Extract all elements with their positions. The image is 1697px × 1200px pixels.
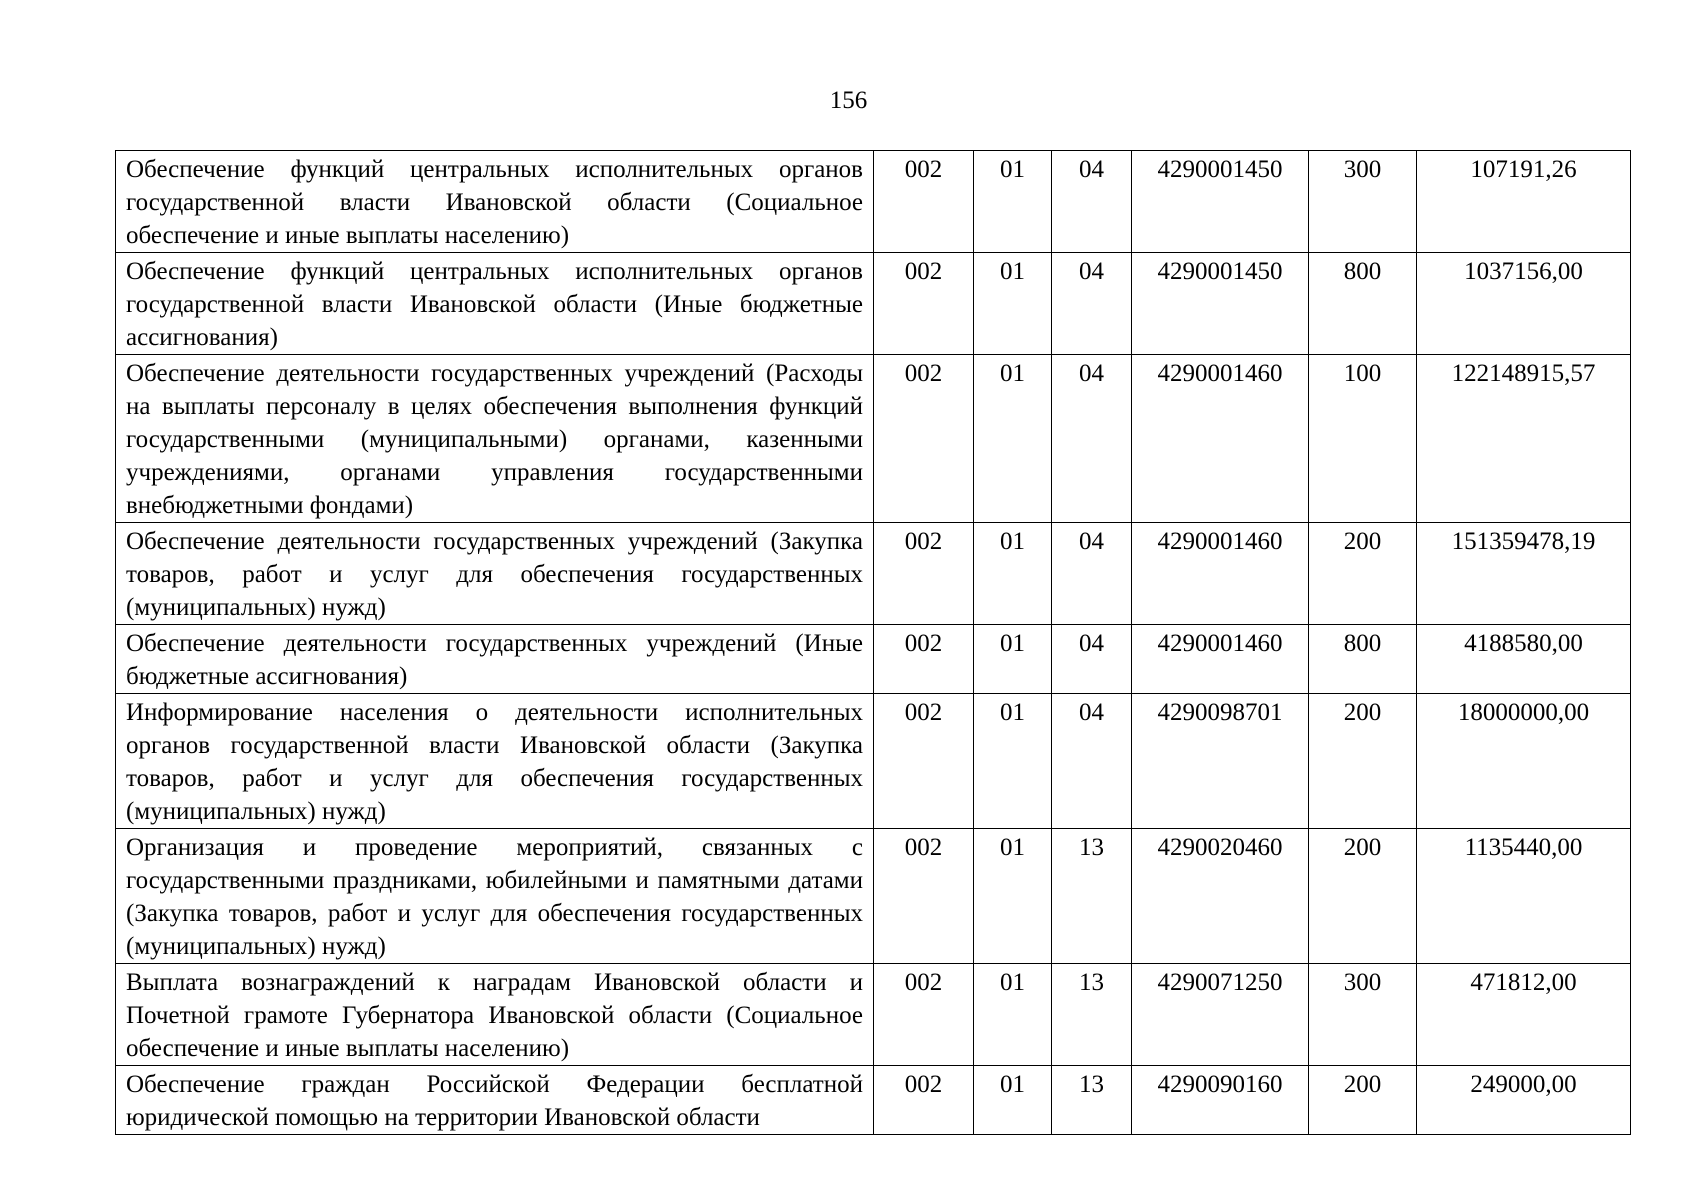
amount-cell: 122148915,57 [1417, 355, 1631, 523]
rz-code-cell: 01 [974, 829, 1052, 964]
pr-code-cell: 04 [1052, 253, 1132, 355]
vr-code-cell: 200 [1309, 694, 1417, 829]
gr-code-cell: 002 [874, 523, 974, 625]
table-row [116, 253, 1631, 355]
description-cell: Организация и проведение мероприятий, связанных с государственными праздниками, юбилейными и памятными датами (Закупка товаров, работ и услуг для обеспечения государственных (муниципальных) нужд) [116, 829, 874, 964]
gr-code-cell: 002 [874, 151, 974, 253]
description-cell: Обеспечение деятельности государственных учреждений (Закупка товаров, работ и услуг для обеспечения государственных (муниципальных) нужд) [116, 523, 874, 625]
table-body [116, 151, 1631, 1135]
description-cell: Выплата вознаграждений к наградам Ивановской области и Почетной грамоте Губернатора Ивановской области (Социальное обеспечение и иные выплаты населению) [116, 964, 874, 1066]
csr-code-cell: 4290020460 [1132, 829, 1309, 964]
vr-code-cell: 300 [1309, 964, 1417, 1066]
gr-code-cell: 002 [874, 253, 974, 355]
csr-code-cell: 4290001450 [1132, 151, 1309, 253]
csr-code-cell: 4290001460 [1132, 355, 1309, 523]
amount-cell: 18000000,00 [1417, 694, 1631, 829]
vr-code-cell: 800 [1309, 253, 1417, 355]
csr-code-cell: 4290071250 [1132, 964, 1309, 1066]
table-row [116, 625, 1631, 694]
gr-code-cell: 002 [874, 1066, 974, 1135]
gr-code-cell: 002 [874, 829, 974, 964]
amount-cell: 1135440,00 [1417, 829, 1631, 964]
table-row [116, 523, 1631, 625]
table-row [116, 151, 1631, 253]
rz-code-cell: 01 [974, 694, 1052, 829]
page-number: 156 [829, 87, 868, 114]
pr-code-cell: 04 [1052, 355, 1132, 523]
vr-code-cell: 300 [1309, 151, 1417, 253]
description-cell: Обеспечение функций центральных исполнительных органов государственной власти Ивановской области (Социальное обеспечение и иные выплаты населению) [116, 151, 874, 253]
rz-code-cell: 01 [974, 253, 1052, 355]
csr-code-cell: 4290098701 [1132, 694, 1309, 829]
rz-code-cell: 01 [974, 151, 1052, 253]
rz-code-cell: 01 [974, 625, 1052, 694]
rz-code-cell: 01 [974, 964, 1052, 1066]
gr-code-cell: 002 [874, 694, 974, 829]
amount-cell: 1037156,00 [1417, 253, 1631, 355]
vr-code-cell: 200 [1309, 1066, 1417, 1135]
amount-cell: 249000,00 [1417, 1066, 1631, 1135]
description-cell: Обеспечение граждан Российской Федерации бесплатной юридической помощью на территории Ивановской области [116, 1066, 874, 1135]
pr-code-cell: 04 [1052, 694, 1132, 829]
csr-code-cell: 4290090160 [1132, 1066, 1309, 1135]
vr-code-cell: 200 [1309, 829, 1417, 964]
gr-code-cell: 002 [874, 625, 974, 694]
csr-code-cell: 4290001460 [1132, 625, 1309, 694]
gr-code-cell: 002 [874, 964, 974, 1066]
gr-code-cell: 002 [874, 355, 974, 523]
table-row [116, 964, 1631, 1066]
amount-cell: 151359478,19 [1417, 523, 1631, 625]
rz-code-cell: 01 [974, 1066, 1052, 1135]
rz-code-cell: 01 [974, 523, 1052, 625]
pr-code-cell: 13 [1052, 829, 1132, 964]
csr-code-cell: 4290001460 [1132, 523, 1309, 625]
rz-code-cell: 01 [974, 355, 1052, 523]
pr-code-cell: 04 [1052, 523, 1132, 625]
csr-code-cell: 4290001450 [1132, 253, 1309, 355]
amount-cell: 107191,26 [1417, 151, 1631, 253]
description-cell: Обеспечение деятельности государственных учреждений (Расходы на выплаты персоналу в целях обеспечения выполнения функций государственными (муниципальными) органами, казенными учреждениями, органами управления государственными внебюджетными фондами) [116, 355, 874, 523]
table-row [116, 829, 1631, 964]
table-row [116, 1066, 1631, 1135]
vr-code-cell: 100 [1309, 355, 1417, 523]
description-cell: Обеспечение деятельности государственных учреждений (Иные бюджетные ассигнования) [116, 625, 874, 694]
amount-cell: 4188580,00 [1417, 625, 1631, 694]
description-cell: Обеспечение функций центральных исполнительных органов государственной власти Ивановской области (Иные бюджетные ассигнования) [116, 253, 874, 355]
table-row [116, 355, 1631, 523]
table-row [116, 694, 1631, 829]
amount-cell: 471812,00 [1417, 964, 1631, 1066]
pr-code-cell: 04 [1052, 151, 1132, 253]
vr-code-cell: 200 [1309, 523, 1417, 625]
vr-code-cell: 800 [1309, 625, 1417, 694]
pr-code-cell: 13 [1052, 1066, 1132, 1135]
pr-code-cell: 04 [1052, 625, 1132, 694]
pr-code-cell: 13 [1052, 964, 1132, 1066]
description-cell: Информирование населения о деятельности исполнительных органов государственной власти Ивановской области (Закупка товаров, работ и услуг для обеспечения государственных (муниципальных) нужд) [116, 694, 874, 829]
budget-table [115, 150, 1631, 1135]
